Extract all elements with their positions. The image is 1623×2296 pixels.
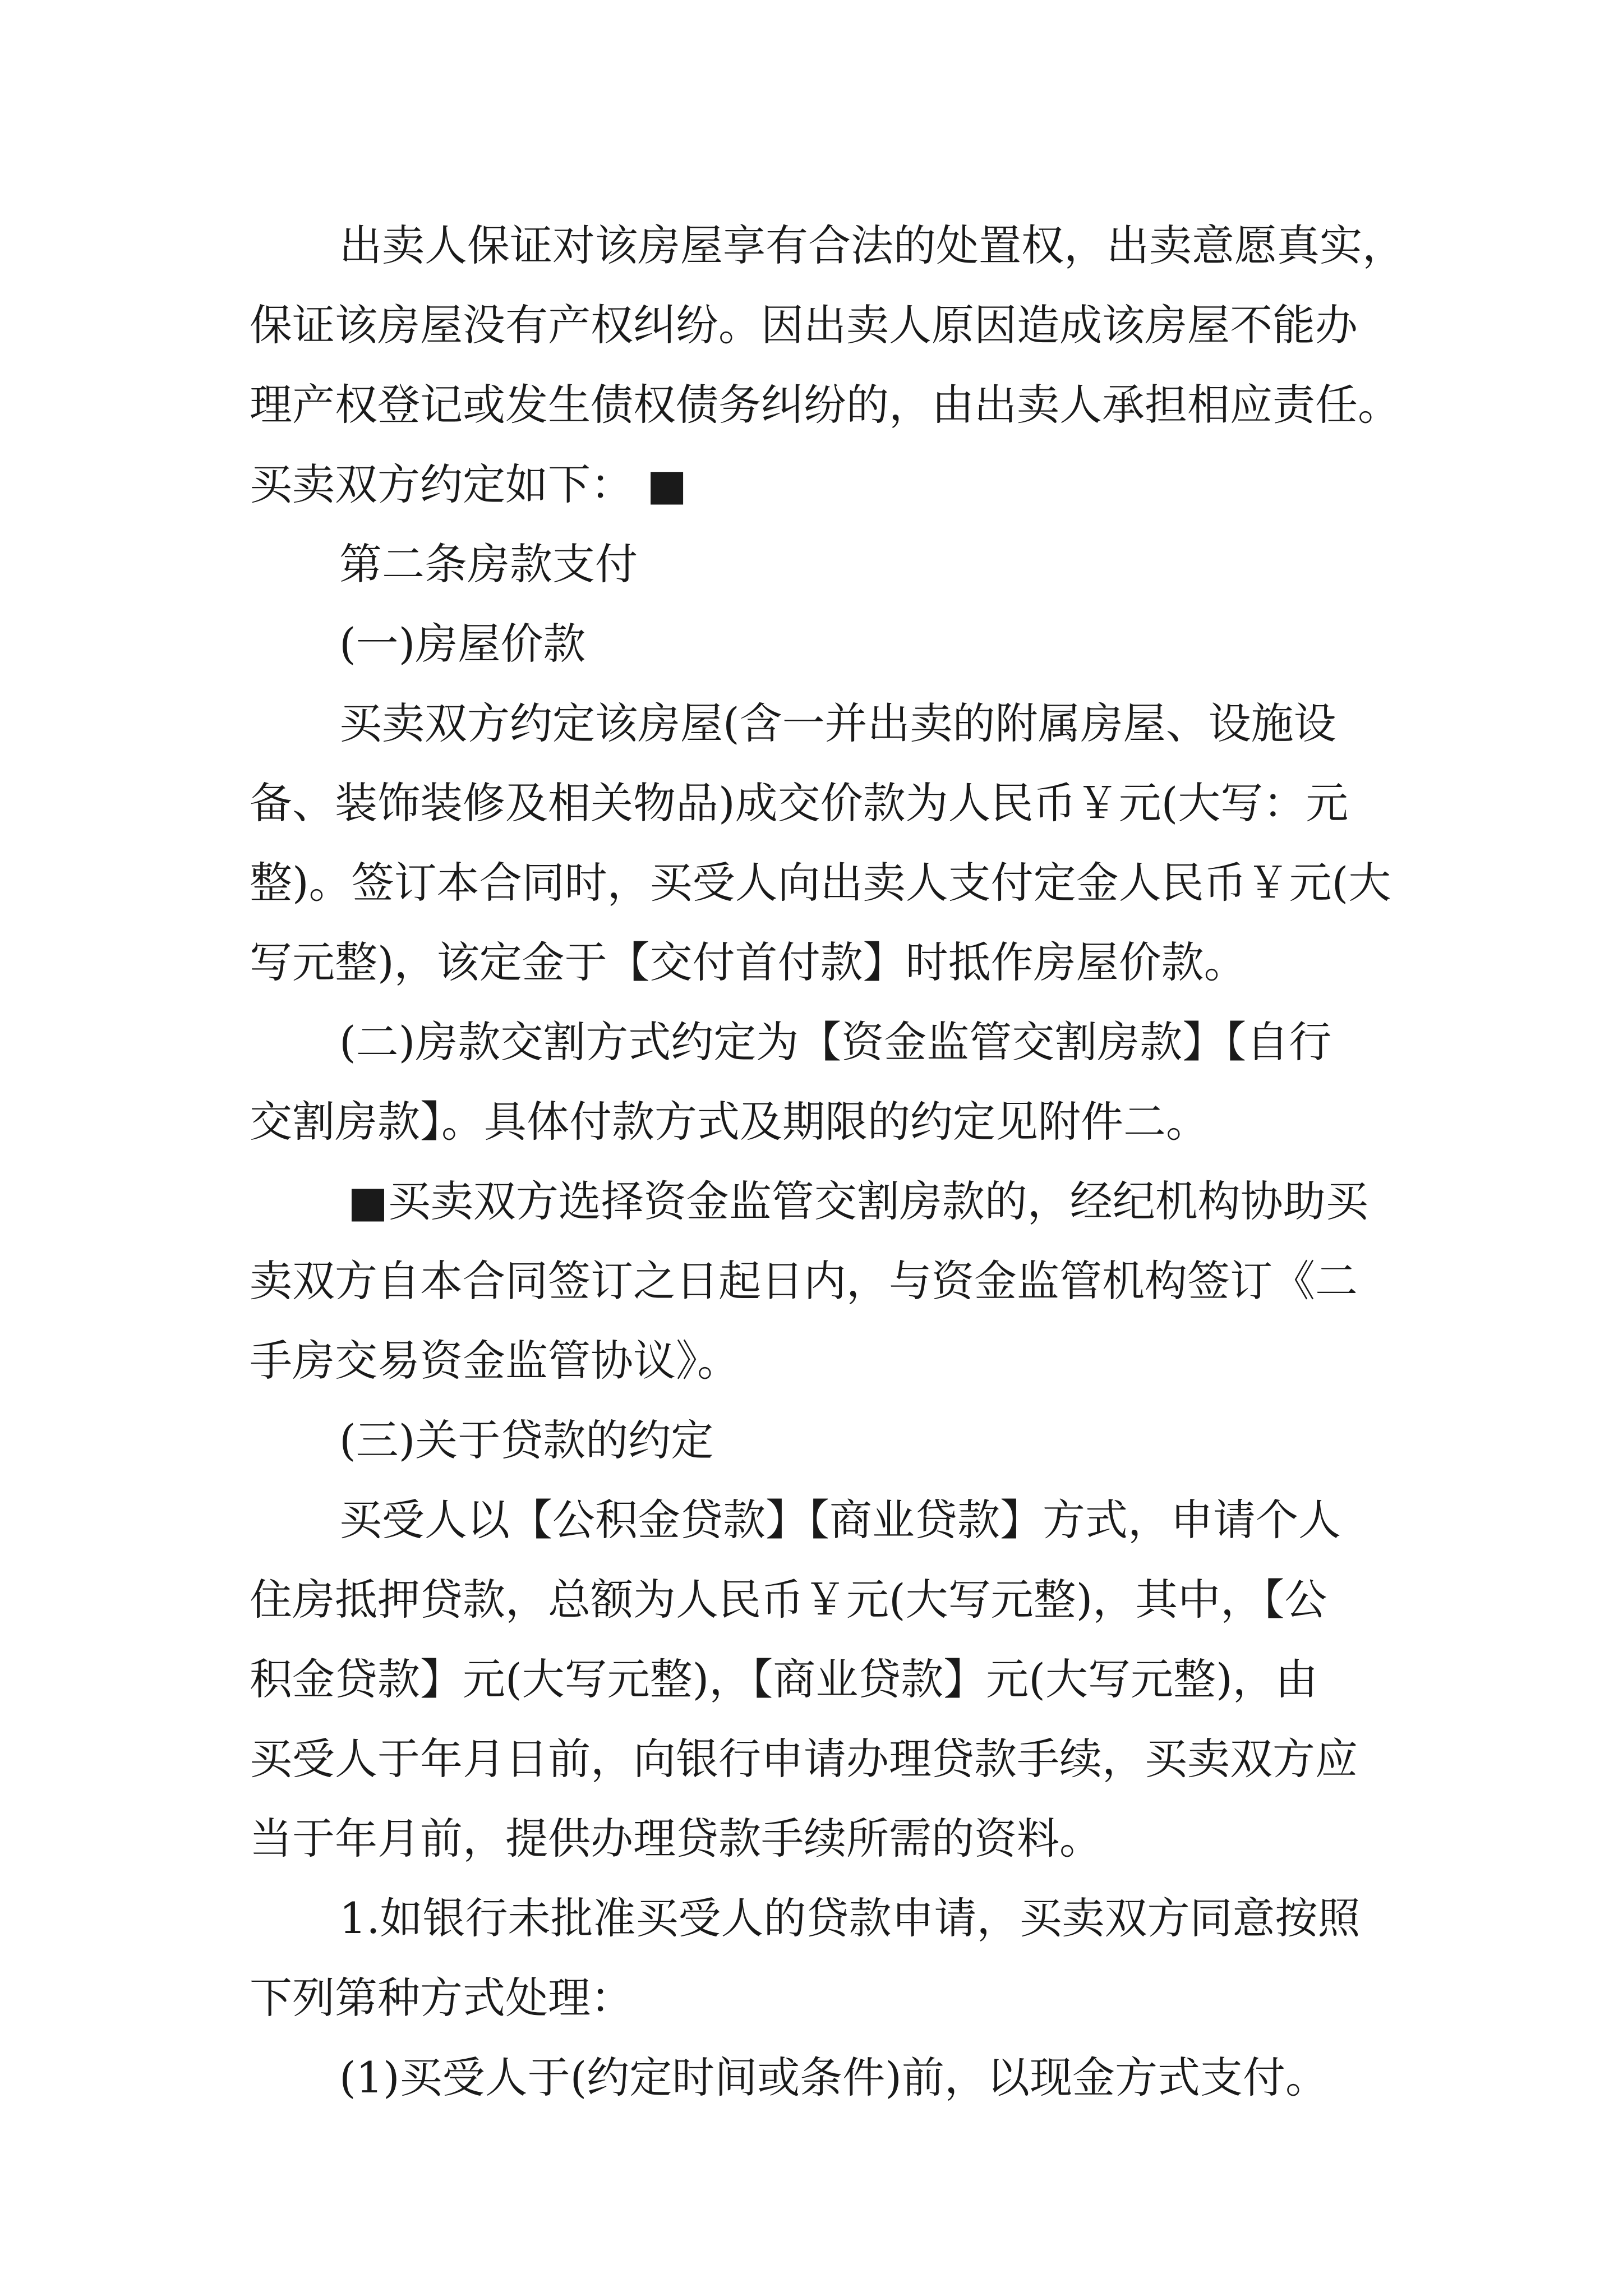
text-line: 买受人以【公积金贷款】【商业贷款】方式，申请个人 (339, 1495, 1341, 1545)
text-line: 住房抵押贷款，总额为人民币￥元(大写元整)，其中，【公 (250, 1575, 1327, 1625)
text-line: ■买卖双方选择资金监管交割房款的，经纪机构协助买 (348, 1176, 1368, 1226)
text-line: 出卖人保证对该房屋享有合法的处置权，出卖意愿真实， (339, 220, 1405, 270)
text-line: 买受人于年月日前，向银行申请办理贷款手续，买卖双方应 (250, 1734, 1358, 1784)
text-line: 整)。签订本合同时，买受人向出卖人支付定金人民币￥元(大 (250, 858, 1391, 908)
section-heading: 第二条房款支付 (339, 539, 638, 589)
text-line: 买卖双方约定该房屋(含一并出卖的附属房屋、设施设 (339, 698, 1336, 748)
subsection-heading: (三)关于贷款的约定 (339, 1415, 714, 1465)
text-line: 买卖双方约定如下： ■ (250, 459, 687, 509)
text-line: 卖双方自本合同签订之日起日内，与资金监管机构签订《二 (250, 1256, 1358, 1306)
text-line: (二)房款交割方式约定为【资金监管交割房款】【自行 (339, 1017, 1332, 1067)
text-line: 1.如银行未批准买受人的贷款申请，买卖双方同意按照 (339, 1893, 1361, 1943)
text-line: 手房交易资金监管协议》。 (250, 1336, 740, 1386)
subsection-heading: (一)房屋价款 (339, 619, 586, 669)
text-line: 理产权登记或发生债权债务纠纷的，由出卖人承担相应责任。 (250, 380, 1400, 430)
text-line: (1)买受人于(约定时间或条件)前，以现金方式支付。 (339, 2053, 1328, 2102)
text-line: 写元整)，该定金于【交付首付款】时抵作房屋价款。 (250, 937, 1247, 987)
text-line: 保证该房屋没有产权纠纷。因出卖人原因造成该房屋不能办 (250, 300, 1358, 350)
text-line: 交割房款】。具体付款方式及期限的约定见附件二。 (250, 1097, 1209, 1147)
text-line: 当于年月前，提供办理贷款手续所需的资料。 (250, 1814, 1102, 1864)
text-line: 下列第种方式处理： (250, 1973, 633, 2023)
text-line: 积金贷款】元(大写元整)，【商业贷款】元(大写元整)，由 (250, 1654, 1318, 1704)
text-line: 备、装饰装修及相关物品)成交价款为人民币￥元(大写：元 (250, 778, 1349, 828)
